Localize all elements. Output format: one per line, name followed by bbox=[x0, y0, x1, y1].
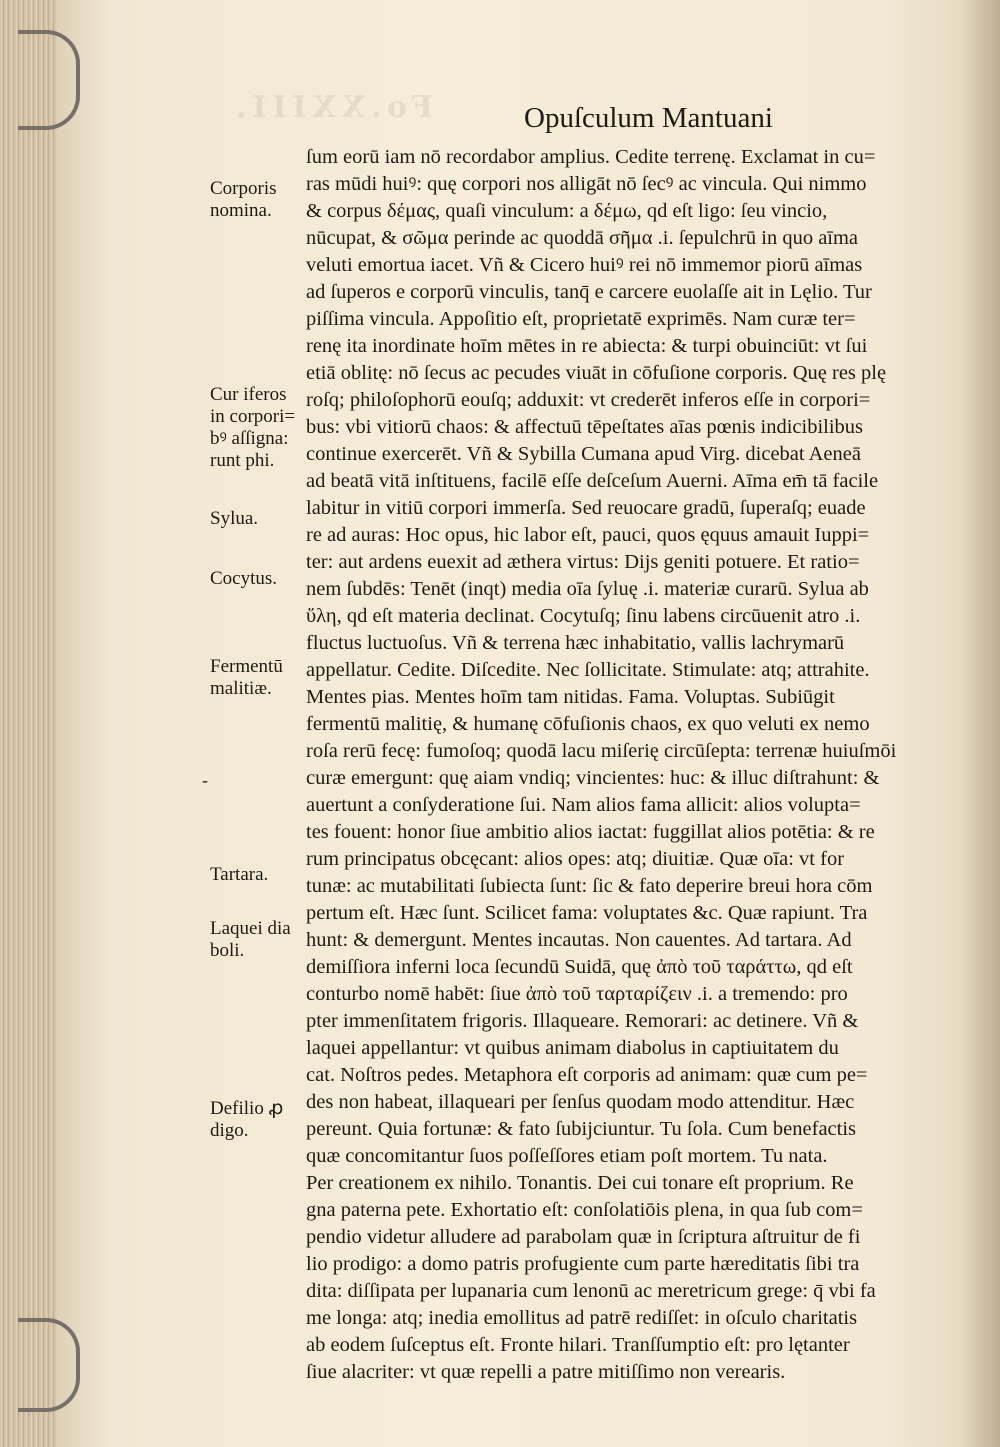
commentary-text-block bbox=[306, 144, 946, 1386]
text-line: re ad auras: Hoc opus, hic labor eſt, pauci, quos ęquus amauit Iuppi= bbox=[306, 524, 870, 546]
text-line: Mentes pias. Mentes hoīm tam nitidas. Fama. Voluptas. Subiūgit bbox=[306, 686, 835, 708]
text-line: fluctus luctuoſus. Vñ & terrena hæc inhabitatio, vallis lachrymarū bbox=[306, 632, 845, 654]
text-line: labitur in vitiū corpori immerſa. Sed reuocare gradū, ſuperaſq; euade bbox=[306, 497, 866, 519]
margin-note-sylua bbox=[210, 508, 306, 530]
text-line: des non habeat, illaqueari per ſenſus quodam modo attenditur. Hæc bbox=[306, 1091, 855, 1113]
margin-note-line: Cocytus. bbox=[210, 568, 278, 589]
text-line: pendio videtur alludere ad parabolam quæ in ſcriptura aſtruitur de fi bbox=[306, 1226, 861, 1248]
margin-note-line: bꝰ aſſigna: bbox=[210, 428, 289, 449]
text-line: Per creationem ex nihilo. Tonantis. Dei cui tonare eſt proprium. Re bbox=[306, 1172, 854, 1194]
text-line: ſiue alacriter: vt quæ repelli a patre mitiſſimo non verearis. bbox=[306, 1361, 786, 1383]
text-line: etiā oblitę: nō ſecus ac pecudes viuāt in cōfuſione corporis. Quę res plę bbox=[306, 362, 887, 384]
text-line: ras mūdi huiꝰ: quę corpori nos alligāt nō ſecꝰ ac vincula. Qui nimmo bbox=[306, 173, 867, 195]
text-line: laquei appellantur: vt quibus animam diabolus in captiuitatem du bbox=[306, 1037, 839, 1059]
show-through-header: Fo.XXIII. bbox=[230, 90, 433, 125]
margin-note-line: malitiæ. bbox=[210, 678, 272, 699]
binder-clip-bottom bbox=[18, 1318, 80, 1412]
margin-note-line: Fermentū bbox=[210, 656, 283, 677]
text-line: conturbo nomē habēt: ſiue ἀπὸ τοῦ ταρταρίζειν .i. a tremendo: pro bbox=[306, 983, 848, 1005]
margin-mark: - bbox=[202, 770, 208, 790]
text-line: gna paterna pete. Exhortatio eſt: conſolatiōis plena, in qua ſub com= bbox=[306, 1199, 863, 1221]
text-line: hunt: & demergunt. Mentes incautas. Non cauentes. Ad tartara. Ad bbox=[306, 929, 852, 951]
gutter-shadow bbox=[960, 0, 1000, 1447]
margin-note-tartara bbox=[210, 864, 306, 886]
text-line: dita: diſſipata per lupanaria cum lenonū ac meretricum grege: q̄ vbi fa bbox=[306, 1280, 876, 1302]
text-line: ad beatā vitā inſtituens, facilē eſſe deſceſum Auerni. Aīma em̄ tā facile bbox=[306, 470, 879, 492]
text-line: pereunt. Quia fortunæ: & fato ſubijciuntur. Tu ſola. Cum benefactis bbox=[306, 1118, 857, 1140]
margin-note-line: Sylua. bbox=[210, 508, 259, 529]
margin-note-line: Defilio ꝓ bbox=[210, 1098, 284, 1119]
text-line: pter immenſitatem frigoris. Illaqueare. Remorari: ac detinere. Vñ & bbox=[306, 1010, 859, 1032]
margin-note-de-filio-prodigo bbox=[210, 1098, 306, 1142]
running-head: Opuſculum Mantuani bbox=[524, 102, 773, 134]
margin-note-line: in corpori= bbox=[210, 406, 296, 427]
text-line: me longa: atq; inedia emollitus ad patrē rediſſet: in oſculo charitatis bbox=[306, 1307, 858, 1329]
text-line: tes fouent: honor ſiue ambitio alios iactat: fuggillat alios potētia: & re bbox=[306, 821, 875, 843]
margin-note-line: Cur iferos bbox=[210, 384, 287, 405]
text-line: nūcupat, & σῶμα perinde ac quoddā σῆμα .i. ſepulchrū in quo aīma bbox=[306, 227, 859, 249]
text-line: ter: aut ardens euexit ad æthera virtus: Dijs geniti potuere. Et ratio= bbox=[306, 551, 860, 573]
margin-note-cocytus bbox=[210, 568, 306, 590]
text-line: ad ſuperos e corporū vinculis, tanq̄ e carcere euolaſſe ait in Lęlio. Tur bbox=[306, 281, 872, 303]
margin-note-line: Laquei dia bbox=[210, 918, 291, 939]
text-line: curæ emergunt: quę aiam vndiq; vincientes: huc: & illuc diſtrahunt: & bbox=[306, 767, 880, 789]
text-line: lio prodigo: a domo patris profugiente cum parte hæreditatis ſibi tra bbox=[306, 1253, 860, 1275]
text-line: pertum eſt. Hæc ſunt. Scilicet fama: voluptates &c. Quæ rapiunt. Tra bbox=[306, 902, 868, 924]
margin-note-line: Corporis bbox=[210, 178, 277, 199]
text-line: ab eodem ſuſceptus eſt. Fronte hilari. Tranſſumptio eſt: pro lętanter bbox=[306, 1334, 850, 1356]
text-line: bus: vbi vitiorū chaos: & affectuū tēpeſtates aīas pœnis indicibilibus bbox=[306, 416, 864, 438]
margin-note-fermentum-malitiae bbox=[210, 656, 306, 700]
text-line: quæ concomitantur ſuos poſſeſſores etiam poſt mortem. Tu nata. bbox=[306, 1145, 828, 1167]
text-line: ſum eorū iam nō recordabor amplius. Cedite terrenę. Exclamat in cu= bbox=[306, 146, 876, 168]
text-line: roſa rerū fecę: fumoſoq; quodā lacu miſerię circūſepta: terrenæ huiuſmōi bbox=[306, 740, 897, 762]
margin-note-line: Tartara. bbox=[210, 864, 269, 885]
margin-note-corporis-nomina bbox=[210, 178, 306, 222]
text-line: renę ita inordinate hoīm mētes in re abiecta: & turpi obuinciūt: vt ſui bbox=[306, 335, 868, 357]
text-line: fermentū malitię, & humanę cōfuſionis chaos, ex quo veluti ex nemo bbox=[306, 713, 870, 735]
text-line: tunæ: ac mutabilitati ſubiecta ſunt: ſic & fato deperire breui hora cōm bbox=[306, 875, 873, 897]
margin-note-line: boli. bbox=[210, 940, 245, 961]
margin-note-laquei-diaboli bbox=[210, 918, 306, 962]
text-line: roſq; philoſophorū eouſq; adduxit: vt crederēt inferos eſſe in corpori= bbox=[306, 389, 871, 411]
book-page-edges bbox=[0, 0, 58, 1447]
margin-note-line: runt phi. bbox=[210, 450, 275, 471]
text-line: rum principatus obcęcant: alios opes: atq; diuitiæ. Quæ oīa: vt for bbox=[306, 848, 845, 870]
text-line: nem ſubdēs: Tenēt (inqt) media oīa ſyluę .i. materiæ curarū. Sylua ab bbox=[306, 578, 869, 600]
text-line: piſſima vincula. Appoſitio eſt, proprietatē exprimēs. Nam curæ ter= bbox=[306, 308, 856, 330]
text-line: appellatur. Cedite. Diſcedite. Nec ſollicitate. Stimulate: atq; attrahite. bbox=[306, 659, 870, 681]
text-line: cat. Noſtros pedes. Metaphora eſt corporis ad animam: quæ cum pe= bbox=[306, 1064, 868, 1086]
text-line: auertunt a conſyderatione ſui. Nam alios fama allicit: alios volupta= bbox=[306, 794, 861, 816]
margin-note-line: digo. bbox=[210, 1120, 249, 1141]
text-line: continue exercerēt. Vñ & Sybilla Cumana apud Virg. dicebat Aeneā bbox=[306, 443, 861, 465]
text-line: ὕλη, qd eſt materia declinat. Cocytuſq; ſinu labens circūuenit atro .i. bbox=[306, 605, 861, 627]
text-line: veluti emortua iacet. Vñ & Cicero huiꝰ rei nō immemor piorū aīmas bbox=[306, 254, 863, 276]
margin-note-cur-iferos bbox=[210, 384, 306, 472]
text-line: demiſſiora inferni loca ſecundū Suidā, quę ἀπὸ τοῦ ταράττω, qd eſt bbox=[306, 956, 853, 978]
margin-note-line: nomina. bbox=[210, 200, 272, 221]
text-line: & corpus δέμας, quaſi vinculum: a δέμω, qd eſt ligo: ſeu vincio, bbox=[306, 200, 828, 222]
binder-clip-top bbox=[18, 30, 80, 130]
